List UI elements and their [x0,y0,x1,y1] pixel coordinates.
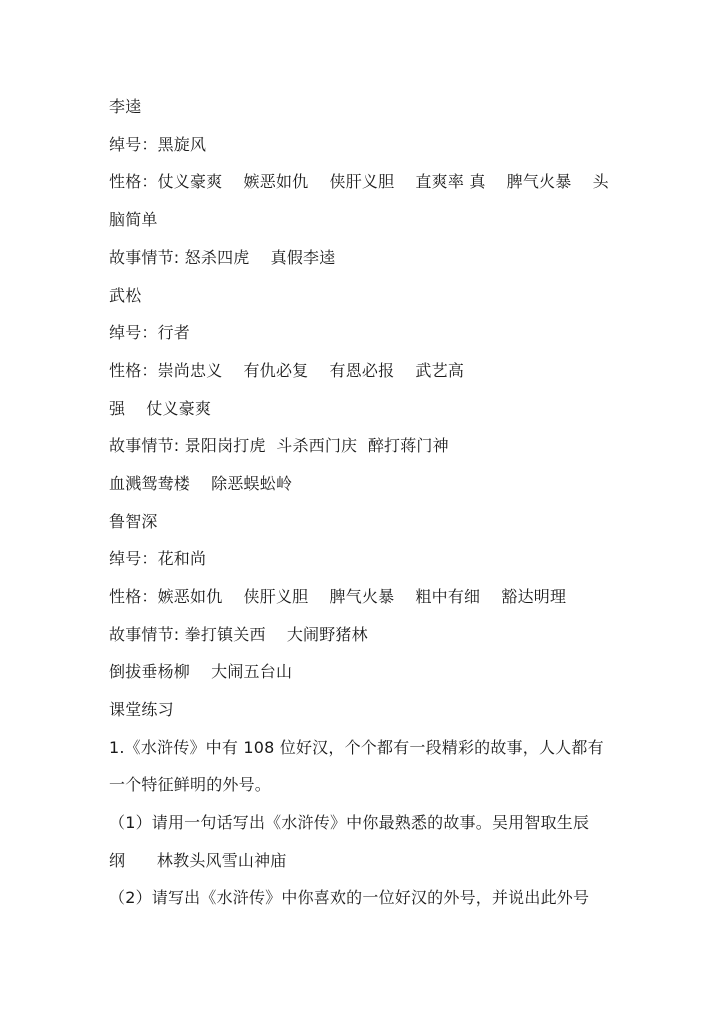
exercise-1-part-1: （1）请用一句话写出《水浒传》中你最熟悉的故事。吴用智取生辰 [109,813,590,832]
exercise-1-part-2: （2）请写出《水浒传》中你喜欢的一位好汉的外号，并说出此外号 [109,888,590,907]
li-kui-personality: 性格：仗义豪爽 嫉恶如仇 侠肝义胆 直爽率 真 脾气火暴 头 [109,172,609,191]
wu-song-plot-cont: 血溅鸳鸯楼 除恶蜈蚣岭 [109,474,293,493]
exercise-1-part-1-answer: 纲 林教头风雪山神庙 [109,851,287,870]
li-kui-plot: 故事情节: 怒杀四虎 真假李逵 [109,248,336,267]
heading-classroom-exercise: 课堂练习 [109,700,174,719]
lu-zhishen-plot-cont: 倒拔垂杨柳 大闹五台山 [109,662,293,681]
wu-song-plot: 故事情节: 景阳岗打虎 斗杀西门庆 醉打蒋门神 [109,436,449,455]
li-kui-nickname: 绰号：黑旋风 [109,135,207,154]
wu-song-personality-cont: 强 仗义豪爽 [109,399,212,418]
wu-song-nickname: 绰号：行者 [109,323,191,342]
heading-lu-zhishen: 鲁智深 [109,512,158,531]
li-kui-personality-cont: 脑简单 [109,210,158,229]
lu-zhishen-plot: 故事情节: 拳打镇关西 大闹野猪林 [109,625,368,644]
lu-zhishen-personality: 性格：嫉恶如仇 侠肝义胆 脾气火暴 粗中有细 豁达明理 [109,587,567,606]
exercise-1-question-cont: 一个特征鲜明的外号。 [109,775,272,794]
heading-wu-song: 武松 [109,286,142,305]
wu-song-personality: 性格：崇尚忠义 有仇必复 有恩必报 武艺高 [109,361,465,380]
lu-zhishen-nickname: 绰号：花和尚 [109,549,207,568]
heading-li-kui: 李逵 [109,97,142,116]
exercise-1-question: 1.《水浒传》中有 108 位好汉，个个都有一段精彩的故事，人人都有 [109,738,604,757]
